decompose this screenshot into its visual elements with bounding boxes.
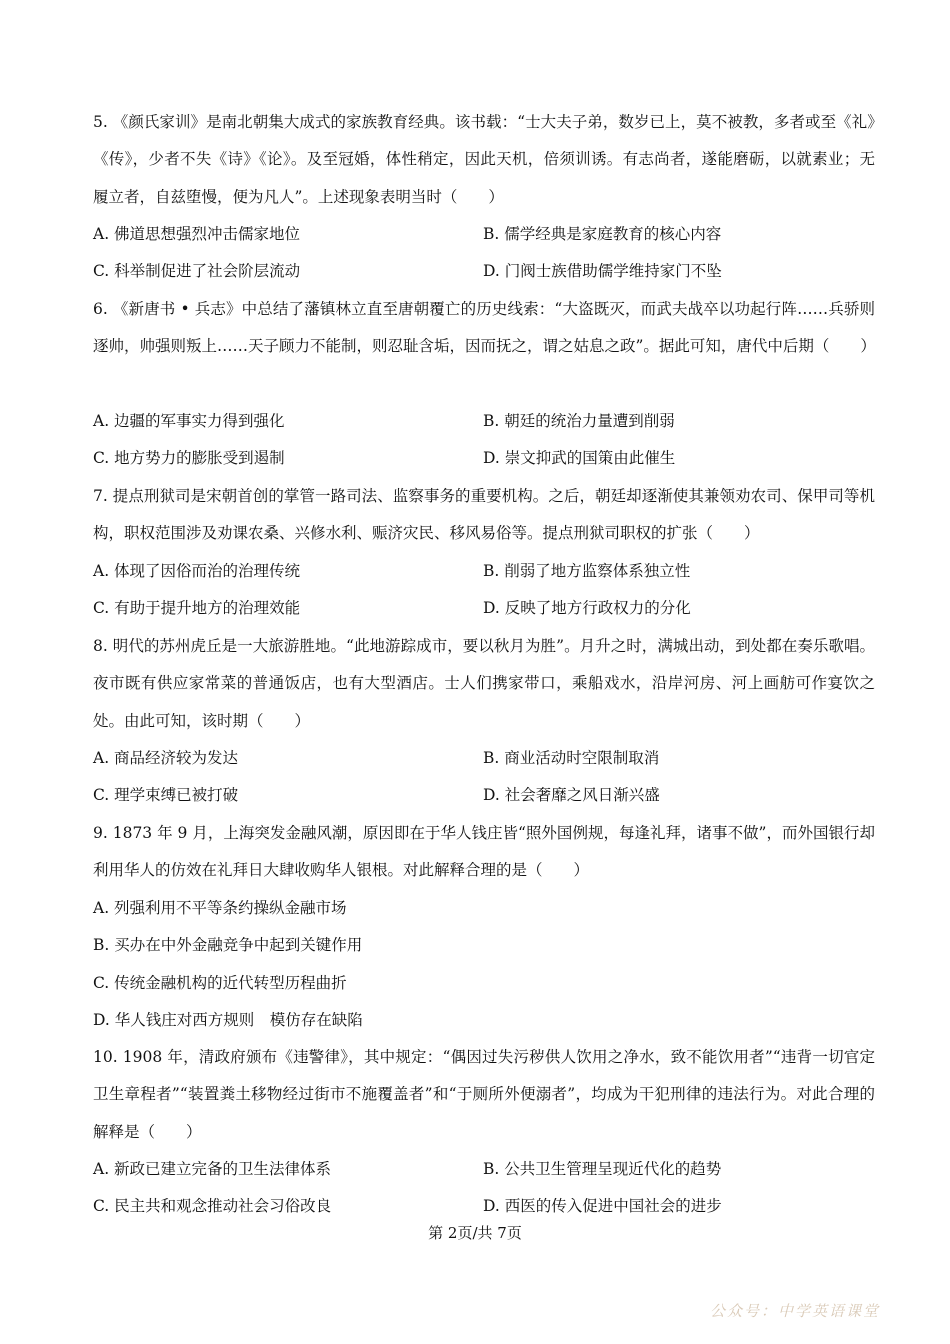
option-a: A. 佛道思想强烈冲击儒家地位 (93, 225, 301, 243)
question-5 (93, 104, 875, 216)
question-6 (93, 291, 875, 366)
watermark: 公众号：中学英语课堂 (709, 1302, 880, 1320)
option-a: A. 新政已建立完备的卫生法律体系 (93, 1160, 332, 1178)
question-7-options (93, 553, 875, 628)
question-10-stem: 10. 1908 年，清政府颁布《违警律》，其中规定：“偶因过失污秽供人饮用之净水，致不能饮用者”“违背一切官定卫生章程者”“装置粪土移物经过街市不施覆盖者”和“于厕所外便溺者”，均成为干犯刑律的违法行为。对此合理的解释是（ ） (93, 1048, 875, 1141)
option-b: B. 买办在中外金融竞争中起到关键作用 (93, 936, 363, 955)
question-9-stem: 9. 1873 年 9 月，上海突发金融风潮，原因即在于华人钱庄皆“照外国例规，每逢礼拜，诸事不做”，而外国银行却利用华人的仿效在礼拜日大肆收购华人银根。对此解释合理的是（ ） (93, 824, 875, 880)
option-d: D. 社会奢靡之风日渐兴盛 (483, 786, 660, 805)
question-5-stem: 5. 《颜氏家训》是南北朝集大成式的家族教育经典。该书载：“士大夫子弟，数岁已上，莫不被教，多者或至《礼》《传》，少者不失《诗》《论》。及至冠婚，体性稍定，因此天机，倍须训诱。有志尚者，遂能磨砺，以就素业；无履立者，自兹堕慢，便为凡人”。上述现象表明当时（ ） (93, 113, 875, 206)
option-a: A. 商品经济较为发达 (93, 749, 239, 767)
page-number: 第 2页/共 7页 (428, 1224, 522, 1242)
option-b: B. 儒学经典是家庭教育的核心内容 (483, 225, 722, 243)
option-d: D. 西医的传入促进中国社会的进步 (483, 1197, 722, 1216)
option-d: D. 反映了地方行政权力的分化 (483, 599, 691, 618)
question-6-options (93, 403, 875, 478)
question-10-options (93, 1151, 875, 1226)
question-10 (93, 1039, 875, 1151)
option-d: D. 门阀士族借助儒学维持家门不坠 (483, 262, 722, 281)
option-c: C. 科举制促进了社会阶层流动 (93, 262, 301, 281)
option-d: D. 华人钱庄对西方规则 模仿存在缺陷 (93, 1011, 363, 1030)
option-d: D. 崇文抑武的国策由此催生 (483, 449, 676, 468)
question-9 (93, 815, 875, 890)
option-c: C. 民主共和观念推动社会习俗改良 (93, 1197, 332, 1216)
option-b: B. 削弱了地方监察体系独立性 (483, 562, 691, 580)
question-7 (93, 478, 875, 553)
option-c: C. 传统金融机构的近代转型历程曲折 (93, 973, 347, 992)
option-c: C. 有助于提升地方的治理效能 (93, 599, 301, 618)
option-b: B. 朝廷的统治力量遭到削弱 (483, 412, 675, 430)
question-6-stem: 6. 《新唐书 • 兵志》中总结了藩镇林立直至唐朝覆亡的历史线索：“大盗既灭，而武夫战卒以功起行阵……兵骄则逐帅，帅强则叛上……天子顾力不能制，则忍耻含垢，因而抚之，谓之姑息之政”。据此可知，唐代中后期（ ） (93, 300, 876, 356)
question-8-stem: 8. 明代的苏州虎丘是一大旅游胜地。“此地游踪成市，要以秋月为胜”。月升之时，满城出动，到处都在奏乐歌唱。夜市既有供应家常菜的普通饭店，也有大型酒店。士人们携家带口，乘船戏水，沿岸河房、河上画舫可作宴饮之处。由此可知，该时期（ ） (93, 637, 875, 730)
question-8-options (93, 740, 875, 815)
option-a: A. 体现了因俗而治的治理传统 (93, 562, 301, 580)
option-a: A. 列强利用不平等条约操纵金融市场 (93, 899, 347, 917)
question-7-stem: 7. 提点刑狱司是宋朝首创的掌管一路司法、监察事务的重要机构。之后，朝廷却逐渐使其兼领劝农司、保甲司等机构，职权范围涉及劝课农桑、兴修水利、赈济灾民、移风易俗等。提点刑狱司职权的扩张（ ） (93, 487, 875, 543)
option-c: C. 理学束缚已被打破 (93, 786, 239, 805)
question-5-options (93, 216, 875, 291)
question-9-options (93, 890, 875, 1040)
option-c: C. 地方势力的膨胀受到遏制 (93, 449, 285, 468)
option-b: B. 公共卫生管理呈现近代化的趋势 (483, 1160, 722, 1178)
question-8 (93, 628, 875, 740)
option-a: A. 边疆的军事实力得到强化 (93, 412, 285, 430)
option-b: B. 商业活动时空限制取消 (483, 749, 660, 767)
